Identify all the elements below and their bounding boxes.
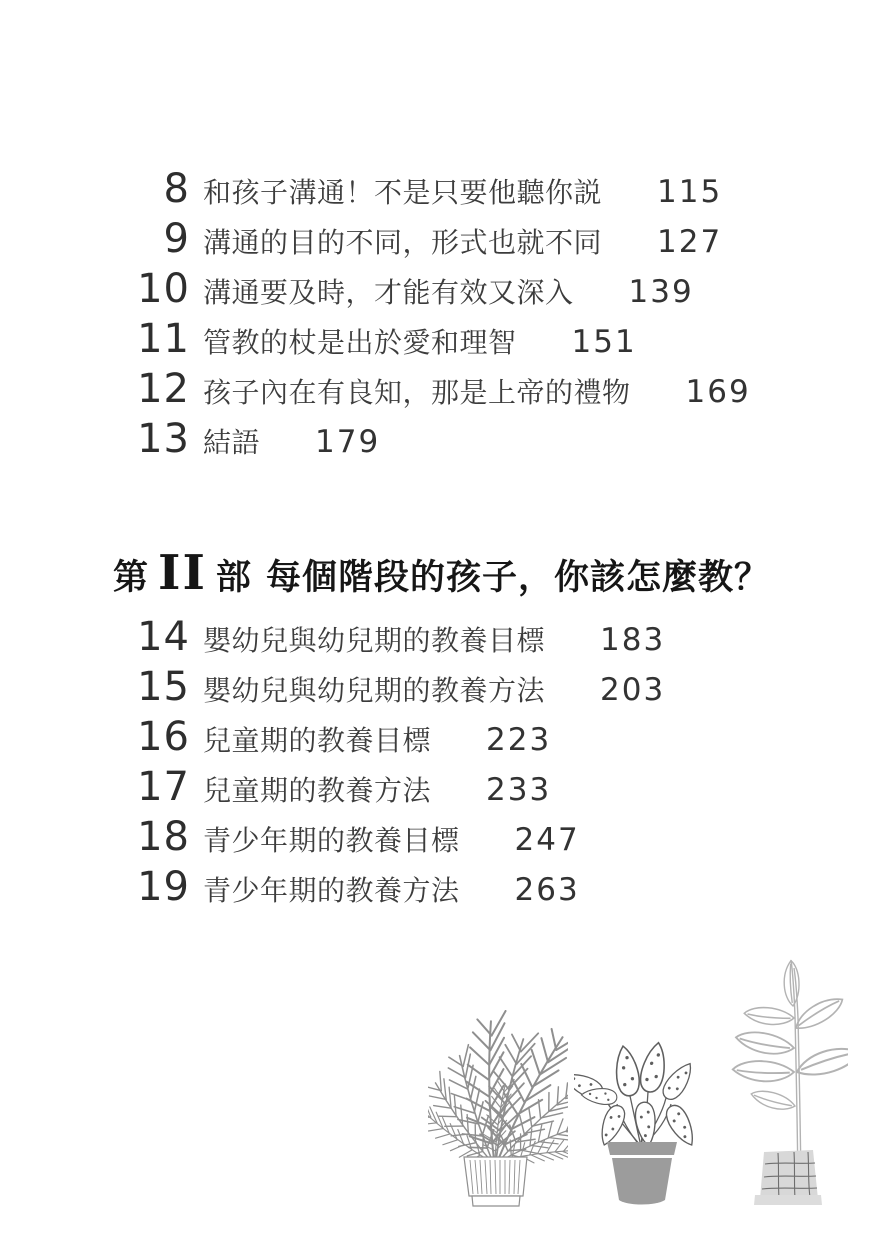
chapter-number: 9 (163, 216, 190, 262)
chapter-title: 溝通要及時，才能有效又深入 (203, 276, 574, 309)
page-number: 223 (486, 722, 552, 758)
toc-entry (0, 864, 875, 914)
chapter-title: 溝通的目的不同，形式也就不同 (203, 226, 603, 259)
chapter-number: 11 (137, 316, 190, 362)
toc-entry (0, 216, 875, 266)
chapter-title: 嬰幼兒與幼兒期的教養目標 (203, 624, 546, 657)
page-number: 247 (514, 822, 580, 858)
toc-entry (0, 366, 875, 416)
toc-entry (0, 416, 875, 466)
chapter-title: 孩子內在有良知，那是上帝的禮物 (203, 376, 631, 409)
toc-entry (0, 714, 875, 764)
part-roman-numeral: II (158, 545, 207, 601)
toc-entry (0, 614, 875, 664)
chapter-number: 17 (137, 764, 190, 810)
chapter-title: 兒童期的教養方法 (203, 774, 432, 807)
page-number: 127 (657, 224, 723, 260)
fern-plant-illustration (428, 1010, 568, 1212)
page-number: 203 (600, 672, 666, 708)
page-number: 139 (628, 274, 694, 310)
plant-illustrations (428, 952, 848, 1212)
toc-entry (0, 266, 875, 316)
toc-part-2 (0, 614, 875, 914)
chapter-number: 18 (137, 814, 190, 860)
chapter-number: 16 (137, 714, 190, 760)
chapter-title: 兒童期的教養目標 (203, 724, 432, 757)
toc-entry (0, 764, 875, 814)
part-2-header (113, 545, 770, 601)
chapter-title: 青少年期的教養目標 (203, 824, 460, 857)
page-number: 115 (657, 174, 723, 210)
chapter-title: 結語 (203, 426, 261, 459)
part-header-suffix: 部 (215, 557, 252, 598)
toc-entry (0, 664, 875, 714)
chapter-number: 12 (137, 366, 190, 412)
part-header-prefix: 第 (113, 557, 150, 598)
chapter-title: 青少年期的教養方法 (203, 874, 460, 907)
page-number: 263 (514, 872, 580, 908)
toc-entry (0, 316, 875, 366)
toc-entry (0, 814, 875, 864)
page-number: 233 (486, 772, 552, 808)
chapter-number: 10 (137, 266, 190, 312)
page-number: 183 (600, 622, 666, 658)
chapter-title: 和孩子溝通！不是只要他聽你説 (203, 176, 603, 209)
toc-entry (0, 166, 875, 216)
spotted-leaf-plant-illustration (574, 1034, 714, 1212)
chapter-number: 13 (137, 416, 190, 462)
chapter-number: 15 (137, 664, 190, 710)
chapter-title: 管教的杖是出於愛和理智 (203, 326, 517, 359)
page-number: 169 (685, 374, 751, 410)
page-number: 179 (315, 424, 381, 460)
toc-part-1 (0, 166, 875, 466)
chapter-number: 19 (137, 864, 190, 910)
part-title: 每個階段的孩子，你該怎麼教？ (265, 557, 770, 598)
chapter-number: 14 (137, 614, 190, 660)
chapter-title: 嬰幼兒與幼兒期的教養方法 (203, 674, 546, 707)
page-number: 151 (571, 324, 637, 360)
tall-plant-illustration (720, 956, 848, 1212)
chapter-number: 8 (163, 166, 190, 212)
